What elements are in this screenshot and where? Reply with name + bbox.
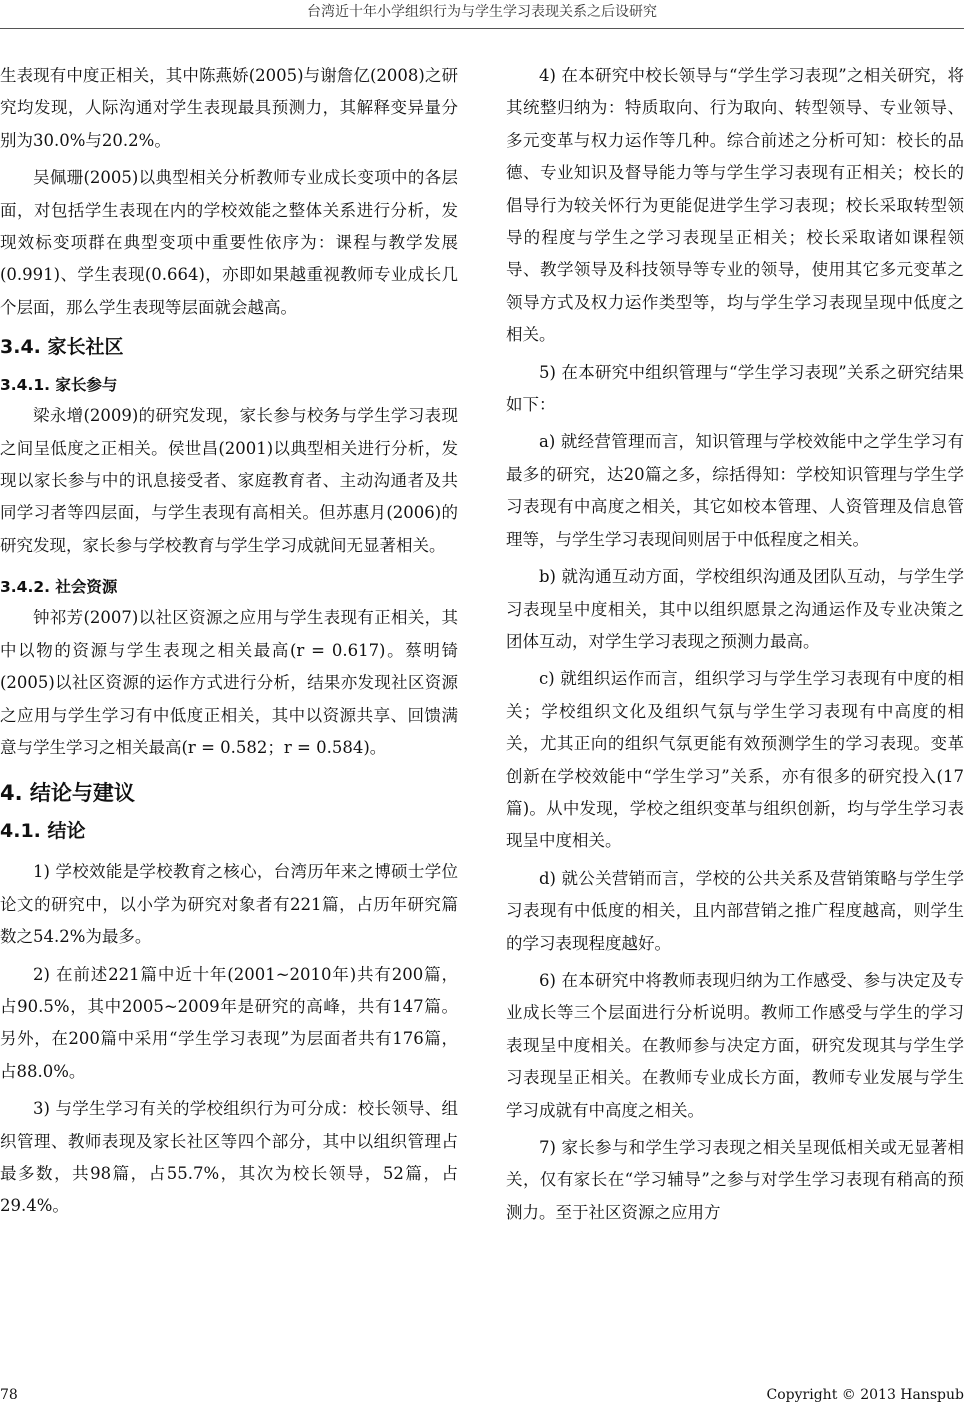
subsection-heading: 3.4.1. 家长参与 [0, 376, 118, 395]
paragraph: 吴佩珊(2005)以典型相关分析教师专业成长变项中的各层面，对包括学生表现在内的学校效能之整体关系进行分析，发现效标变项群在典型变项中重要性依序为：课程与教学发展(0.991)、学生表现(0.664)，亦即如果越重视教师专业成长几个层面，那么学生表现等层面就会越高。 [0, 168, 458, 317]
chapter-heading: 4. 结论与建议 [0, 781, 135, 806]
list-paragraph: c) 就组织运作而言，组织学习与学生学习表现有中度的相关；学校组织文化及组织气氛与学生学习表现有中高度的相关，尤其正向的组织气氛更能有效预测学生的学习表现。变革创新在学校效能中“学生学习”关系，亦有很多的研究投入(17篇)。从中发现，学校之组织变革与组织创新，均与学生学习表现呈中度相关。 [506, 669, 964, 851]
list-paragraph: a) 就经营管理而言，知识管理与学校效能中之学生学习有最多的研究，达20篇之多，综括得知：学校知识管理与学生学习表现有中高度之相关，其它如校本管理、人资管理及信息管理等，与学生学习表现间则居于中低程度之相关。 [506, 432, 964, 549]
list-paragraph: b) 就沟通互动方面，学校组织沟通及团队互动，与学生学习表现呈中度相关，其中以组织愿景之沟通运作及专业决策之团体互动，对学生学习表现之预测力最高。 [506, 567, 964, 651]
paragraph: 梁永增(2009)的研究发现，家长参与校务与学生学习表现之间呈低度之正相关。侯世昌(2001)以典型相关进行分析，发现以家长参与中的讯息接受者、家庭教育者、主动沟通者及共同学习者等四层面，与学生表现有高相关。但苏惠月(2006)的研究发现，家长参与学校教育与学生学习成就间无显著相关。 [0, 406, 458, 555]
paragraph: 生表现有中度正相关，其中陈燕娇(2005)与谢詹亿(2008)之研究均发现，人际沟通对学生表现最具预测力，其解释变异量分别为30.0%与20.2%。 [0, 66, 458, 150]
left-column [0, 60, 458, 1228]
copyright-notice: Copyright © 2013 Hanspub [766, 1387, 964, 1403]
running-header: 台湾近十年小学组织行为与学生学习表现关系之后设研究 [307, 4, 657, 20]
section-heading: 3.4. 家长社区 [0, 336, 124, 359]
list-paragraph: 4) 在本研究中校长领导与“学生学习表现”之相关研究，将其统整归纳为：特质取向、行为取向、转型领导、专业领导、多元变革与权力运作等几种。综合前述之分析可知：校长的品德、专业知识及督导能力等与学生学习表现有正相关；校长的倡导行为较关怀行为更能促进学生学习表现；校长采取转型领导的程度与学生之学习表现呈正相关；校长采取诸如课程领导、教学领导及科技领导等专业的领导，使用其它多元变革之领导方式及权力运作类型等，均与学生学习表现呈现中低度之相关。 [506, 66, 964, 345]
list-paragraph: 5) 在本研究中组织管理与“学生学习表现”关系之研究结果如下： [506, 362, 964, 415]
page-number: 78 [0, 1387, 18, 1403]
list-paragraph: 2) 在前述221篇中近十年(2001~2010年)共有200篇，占90.5%，其中2005~2009年是研究的高峰，共有147篇。另外，在200篇中采用“学生学习表现”为层面者共有176篇，占88.0%。 [0, 964, 458, 1081]
right-column [506, 60, 964, 1234]
paragraph: 钟祁芳(2007)以社区资源之应用与学生表现有正相关，其中以物的资源与学生表现之相关最高(r = 0.617)。蔡明锜(2005)以社区资源的运作方式进行分析，结果亦发现社区资源之应用与学生学习有中低度正相关，其中以资源共享、回馈满意与学生学习之相关最高(r = 0.582；r = 0.584)。 [0, 608, 458, 757]
list-paragraph: 6) 在本研究中将教师表现归纳为工作感受、参与决定及专业成长等三个层面进行分析说明。教师工作感受与学生的学习表现呈中度相关。在教师参与决定方面，研究发现其与学生学习表现呈正相关。在教师专业成长方面，教师专业发展与学生学习成就有中高度之相关。 [506, 970, 964, 1120]
list-paragraph: 1) 学校效能是学校教育之核心，台湾历年来之博硕士学位论文的研究中，以小学为研究对象者有221篇，占历年研究篇数之54.2%为最多。 [0, 862, 458, 947]
subsection-heading: 3.4.2. 社会资源 [0, 578, 118, 597]
list-paragraph: 3) 与学生学习有关的学校组织行为可分成：校长领导、组织管理、教师表现及家长社区等四个部分，其中以组织管理占最多数，共98篇，占55.7%，其次为校长领导，52篇，占29.4%。 [0, 1099, 458, 1216]
section-heading: 4.1. 结论 [0, 820, 86, 843]
header-rule [0, 28, 964, 29]
list-paragraph: d) 就公关营销而言，学校的公共关系及营销策略与学生学习表现有中低度的相关，且内部营销之推广程度越高，则学生的学习表现程度越好。 [506, 868, 964, 953]
list-paragraph: 7) 家长参与和学生学习表现之相关呈现低相关或无显著相关，仅有家长在“学习辅导”之参与对学生学习表现有稍高的预测力。至于社区资源之应用方 [506, 1138, 964, 1222]
